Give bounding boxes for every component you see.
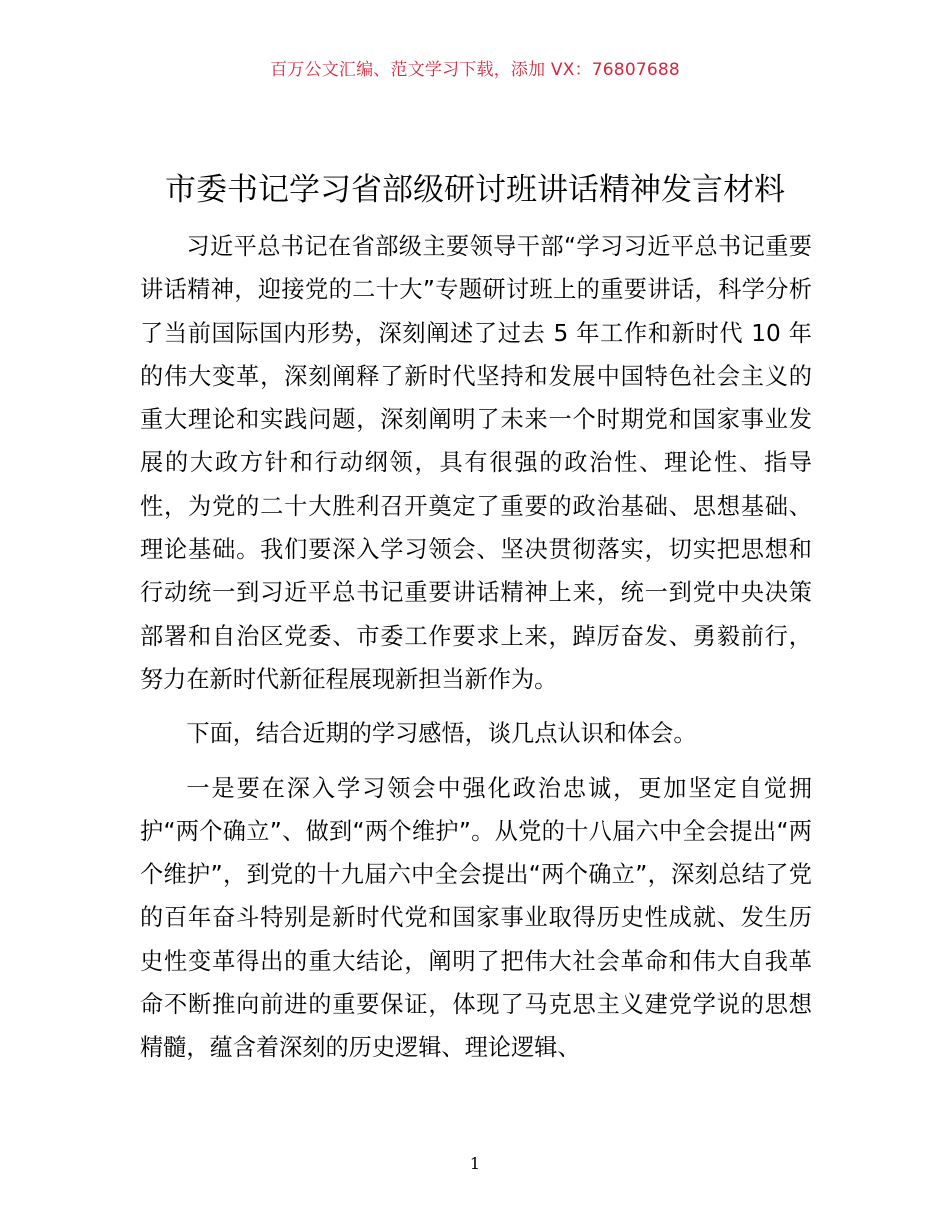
header-banner: 百万公文汇编、范文学习下载，添加 VX：76807688 [270,60,680,80]
paragraph-point-one: 一是要在深入学习领会中强化政治忠诚，更加坚定自觉拥护“两个确立”、做到“两个维护”。从党的十八届六中全会提出“两个维护”，到党的十九届六中全会提出“两个确立”，深刻总结了党的百年奋斗特别是新时代党和国家事业取得历史性成就、发生历史性变革得出的重大结论，阐明了把伟大社会革命和伟大自我革命不断推向前进的重要保证，体现了马克思主义建党学说的思想精髓，蕴含着深刻的历史逻辑、理论逻辑、 [140,774,812,1062]
document-title: 市委书记学习省部级研讨班讲话精神发言材料 [165,172,785,208]
paragraph-transition: 下面，结合近期的学习感悟，谈几点认识和体会。 [186,720,697,748]
paragraph-intro: 习近平总书记在省部级主要领导干部“学习习近平总书记重要讲话精神，迎接党的二十大”专题研讨班上的重要讲话，科学分析了当前国际国内形势，深刻阐述了过去 5 年工作和新时代 10 年的伟大变革，深刻阐释了新时代坚持和发展中国特色社会主义的重大理论和实践问题，深刻阐明了未来一个时期党和国家事业发展的大政方针和行动纲领，具有很强的政治性、理论性、指导性，为党的二十大胜利召开奠定了重要的政治基础、思想基础、理论基础。我们要深入学习领会、坚决贯彻落实，切实把思想和行动统一到习近平总书记重要讲话精神上来，统一到党中央决策部署和自治区党委、市委工作要求上来，踔厉奋发、勇毅前行，努力在新时代新征程展现新担当新作为。 [140,233,812,693]
document-body [140,225,812,1070]
page-number: 1 [469,1154,481,1173]
